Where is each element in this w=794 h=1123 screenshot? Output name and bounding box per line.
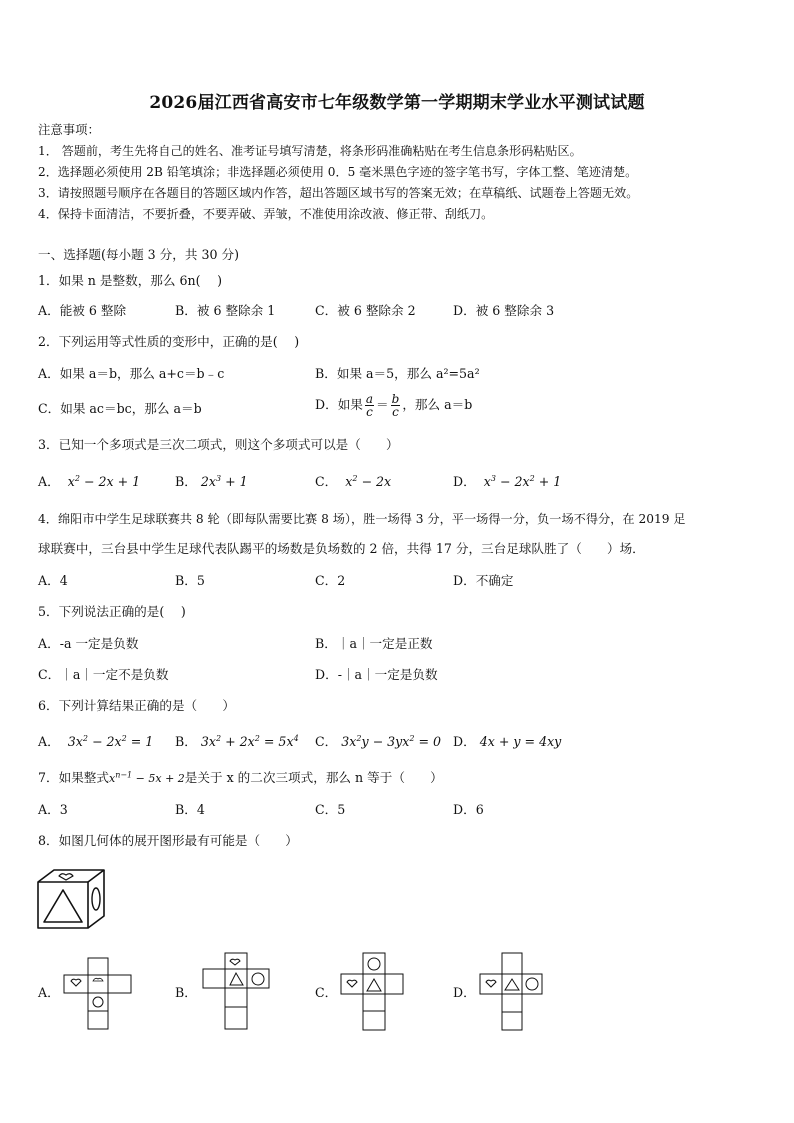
q6-b-formula: $3x^2 + 2x^2 = 5x^4$ [200,733,299,749]
note-2: 2．选择题必须使用 2B 铅笔填涂；非选择题必须使用 0．5 毫米黑色字迹的签字笔书写，字体工整、笔迹清楚。 [38,165,638,179]
q6-d-formula: 4x + y = 4xy [479,734,562,749]
q6-c-formula: $3x^2y - 3yx^2 = 0$ [341,733,442,749]
q2-option-c: C．如果 ac＝bc，那么 a＝b [38,401,202,416]
q5-option-c: C．｜a｜一定不是负数 [38,667,169,682]
cube-figure [34,866,114,932]
q4-option-a: A．4 [38,573,68,588]
q1-option-c: C．被 6 整除余 2 [315,303,416,318]
q6-option-a: A． $3x^2 - 2x^2 = 1$ [38,733,154,749]
q7-option-b: B．4 [175,802,205,817]
q7-option-c: C．5 [315,802,346,817]
net-option-c [341,952,411,1032]
q8-option-c-label: C． [315,985,338,1000]
q3-b-formula: $2x^3 + 1$ [200,473,248,489]
q2-d-prefix: D．如果 [315,397,363,412]
q5-option-b: B．｜a｜一定是正数 [315,636,433,651]
q5-stem: 5．下列说法正确的是( ) [38,604,186,619]
q2-d-fraction-2: $\frac{b}{c}$ [391,392,400,419]
page-title: 2026届江西省高安市七年级数学第一学期期末学业水平测试试题 [149,93,645,113]
q3-stem: 3．已知一个多项式是三次二项式，则这个多项式可以是（ ） [38,437,399,452]
q6-option-b: B． $3x^2 + 2x^2 = 5x^4$ [175,733,299,749]
q2-d-fraction-1: $\frac{a}{c}$ [365,392,374,419]
q5-option-a: A．-a 一定是负数 [38,636,139,651]
q4-option-b: B．5 [175,573,205,588]
q3-option-d: D． $x^3 - 2x^2 + 1$ [453,473,562,489]
q3-option-b: B． $2x^3 + 1$ [175,473,248,489]
q7-option-a: A．3 [38,802,68,817]
note-1: 1． 答题前，考生先将自己的姓名、准考证号填写清楚，将条形码准确粘贴在考生信息条形码粘贴区。 [38,144,582,158]
net-option-d [480,952,550,1032]
q3-option-a: A． $x^2 - 2x + 1$ [38,473,141,489]
q7-option-d: D．6 [453,802,484,817]
q4-stem-line-1: 4．绵阳市中学生足球联赛共 8 轮（即每队需要比赛 8 场），胜一场得 3 分，平一场得一分，负一场不得分，在 2019 足 [38,512,686,526]
note-3: 3．请按照题号顺序在各题目的答题区域内作答，超出答题区域书写的答案无效；在草稿纸、试题卷上答题无效。 [38,186,639,200]
q4-option-d: D．不确定 [453,573,514,588]
q2-option-d: D．如果 $\frac{a}{c}$ ＝ $\frac{b}{c}$ ，那么 a＝b [315,392,473,419]
q8-stem: 8．如图几何体的展开图形最有可能是（ ） [38,833,298,848]
q4-option-c: C．2 [315,573,346,588]
q2-option-a: A．如果 a＝b，那么 a+c＝b﹣c [38,366,225,381]
q3-a-formula: $x^2 - 2x + 1$ [67,473,141,489]
q6-option-c: C． $3x^2y - 3yx^2 = 0$ [315,733,442,749]
q1-option-a: A．能被 6 整除 [38,303,127,318]
net-option-b [203,952,273,1032]
q1-option-b: B．被 6 整除余 1 [175,303,276,318]
q7-formula: $x^{n-1} - 5x + 2$ [108,770,185,785]
q2-option-b: B．如果 a＝5，那么 a²=5a² [315,366,480,381]
q6-option-d: D． 4x + y = 4xy [453,734,562,749]
q2-stem: 2．下列运用等式性质的变形中，正确的是( ) [38,334,300,349]
q1-stem: 1．如果 n 是整数，那么 6n( ) [38,273,223,288]
q8-option-a-label: A． [38,985,60,1000]
q5-option-d: D．-｜a｜一定是负数 [315,667,438,682]
q8-option-d-label: D． [453,985,476,1000]
q6-stem: 6．下列计算结果正确的是（ ） [38,698,235,713]
q3-d-formula: $x^3 - 2x^2 + 1$ [483,473,562,489]
q6-a-formula: $3x^2 - 2x^2 = 1$ [67,733,154,749]
notes-heading: 注意事项： [38,122,100,137]
q3-option-c: C． $x^2 - 2x$ [315,473,392,489]
q3-c-formula: $x^2 - 2x$ [345,473,392,489]
q4-stem-line-2: 球联赛中，三台县中学生足球代表队踢平的场数是负场数的 2 倍，共得 17 分，三台足球队胜了（ ）场． [38,541,645,556]
q7-stem: 7．如果整式$x^{n-1} - 5x + 2$是关于 x 的二次三项式，那么 n 等于（ ） [38,770,443,785]
note-4: 4．保持卡面清洁，不要折叠，不要弄破、弄皱，不准使用涂改液、修正带、刮纸刀。 [38,207,494,221]
q2-d-suffix: ，那么 a＝b [402,397,473,412]
net-option-a [64,957,132,1031]
q1-option-d: D．被 6 整除余 3 [453,303,555,318]
section-heading: 一、选择题(每小题 3 分，共 30 分) [38,247,240,262]
q8-option-b-label: B． [175,985,197,1000]
